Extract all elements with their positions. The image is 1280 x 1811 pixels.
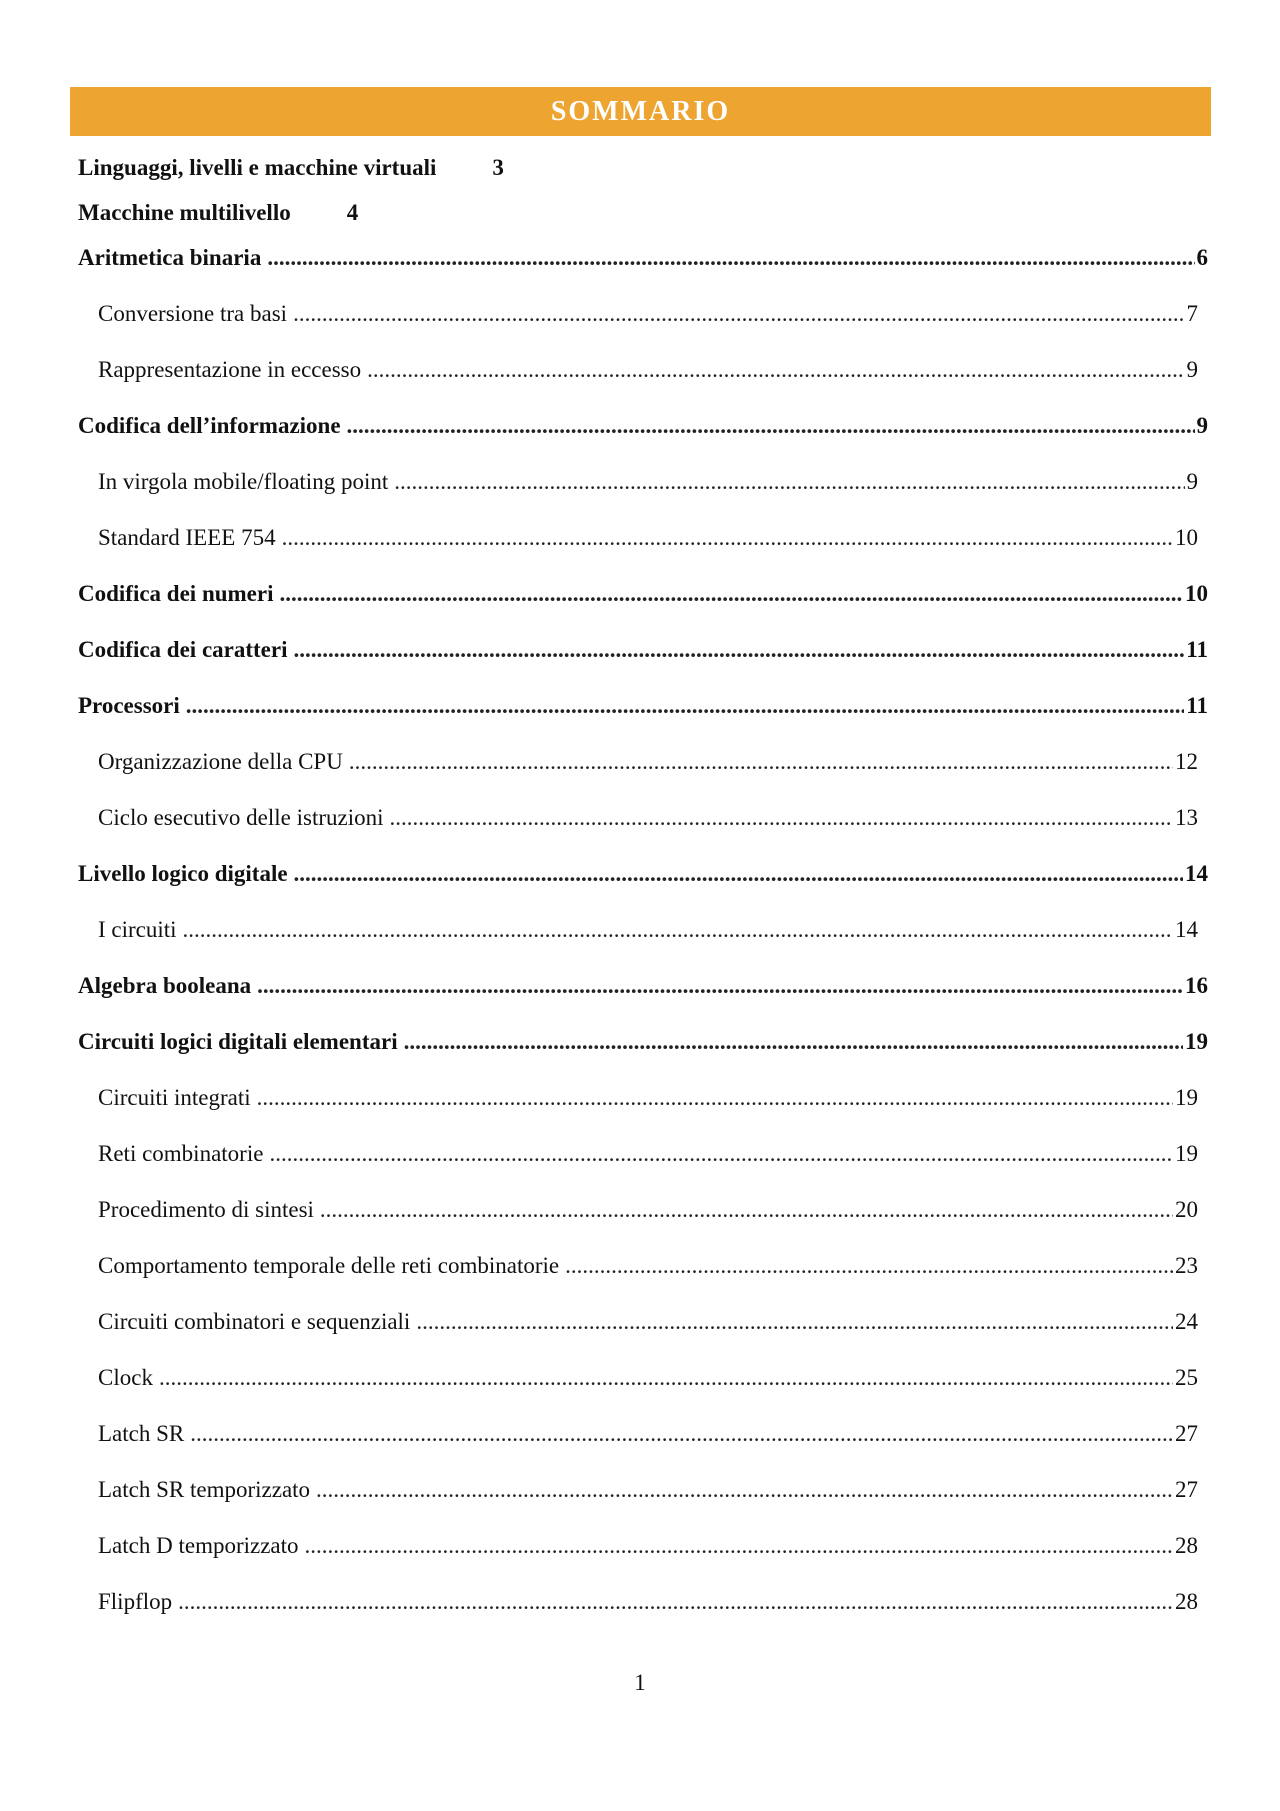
toc-dot-leader (394, 468, 1184, 496)
toc-page-number: 10 (1175, 525, 1198, 550)
toc-entry-label: Comportamento temporale delle reti combinatorie (98, 1253, 560, 1278)
toc-dot-leader (269, 1140, 1173, 1168)
toc-page-number: 12 (1175, 749, 1198, 774)
toc-entry[interactable] (78, 972, 1208, 1000)
toc-page-number: 23 (1175, 1253, 1198, 1278)
toc-page-number: 16 (1185, 973, 1208, 998)
toc-dot-leader (294, 860, 1183, 888)
toc-entry[interactable] (78, 199, 358, 227)
toc-entry-label: Aritmetica binaria (78, 245, 262, 270)
toc-page-number: 27 (1175, 1421, 1198, 1446)
toc-subentry[interactable] (78, 1196, 1198, 1224)
toc-entry-label: Latch SR temporizzato (98, 1477, 311, 1502)
toc-page-number: 11 (1186, 637, 1208, 662)
toc-entry-label: Algebra booleana (78, 973, 252, 998)
toc-entry-label: Organizzazione della CPU (98, 749, 343, 774)
toc-subentry[interactable] (78, 1308, 1198, 1336)
toc-entry[interactable] (78, 636, 1208, 664)
toc-entry-label: Codifica dell’informazione (78, 413, 341, 438)
toc-page-number: 19 (1175, 1085, 1198, 1110)
toc-entry[interactable] (78, 692, 1208, 720)
toc-dot-leader (390, 804, 1173, 832)
toc-subentry[interactable] (78, 524, 1198, 552)
toc-subentry[interactable] (78, 1084, 1198, 1112)
toc-page-number: 24 (1175, 1309, 1198, 1334)
toc-entry-label: Macchine multilivello (78, 200, 291, 225)
toc-dot-leader (316, 1476, 1173, 1504)
toc-entry-label: Latch SR (98, 1421, 185, 1446)
toc-subentry[interactable] (78, 916, 1198, 944)
toc-entry[interactable] (78, 580, 1208, 608)
toc-subentry[interactable] (78, 1140, 1198, 1168)
toc-dot-leader (178, 1588, 1173, 1616)
toc-page-number: 4 (346, 200, 359, 225)
toc-page-number: 25 (1175, 1365, 1198, 1390)
toc-dot-leader (320, 1196, 1173, 1224)
toc-dot-leader (183, 916, 1173, 944)
toc-entry-label: In virgola mobile/floating point (98, 469, 389, 494)
toc-entry-label: Livello logico digitale (78, 861, 288, 886)
page-number: 1 (634, 1670, 646, 1695)
toc-page-number: 9 (1186, 469, 1198, 494)
toc-subentry[interactable] (78, 1476, 1198, 1504)
toc-entry-label: Clock (98, 1365, 153, 1390)
toc-entry-label: Flipflop (98, 1589, 173, 1614)
toc-page-number: 28 (1175, 1589, 1198, 1614)
toc-page-number: 7 (1186, 301, 1198, 326)
toc-page-number: 20 (1175, 1197, 1198, 1222)
toc-entry-label: Rappresentazione in eccesso (98, 357, 362, 382)
toc-page-number: 6 (1196, 245, 1208, 270)
toc-dot-leader (186, 692, 1185, 720)
toc-subentry[interactable] (78, 748, 1198, 776)
toc-entry[interactable] (78, 860, 1208, 888)
toc-entry-label: Processori (78, 693, 180, 718)
toc-page-number: 14 (1185, 861, 1208, 886)
toc-entry-label: Standard IEEE 754 (98, 525, 276, 550)
toc-entry-label: I circuiti (98, 917, 177, 942)
toc-page-number: 11 (1186, 693, 1208, 718)
toc-subentry[interactable] (78, 356, 1198, 384)
toc-entry[interactable] (78, 244, 1208, 272)
toc-subentry[interactable] (78, 804, 1198, 832)
toc-subentry[interactable] (78, 1364, 1198, 1392)
toc-page-number: 14 (1175, 917, 1198, 942)
toc-page-number: 13 (1175, 805, 1198, 830)
toc-entry[interactable] (78, 154, 504, 182)
toc-entry[interactable] (78, 1028, 1208, 1056)
toc-entry-label: Latch D temporizzato (98, 1533, 299, 1558)
toc-page-number: 19 (1175, 1141, 1198, 1166)
toc-page-number: 28 (1175, 1533, 1198, 1558)
toc-dot-leader (159, 1364, 1173, 1392)
toc-dot-leader (267, 244, 1194, 272)
toc-dot-leader (293, 300, 1184, 328)
toc-dot-leader (257, 1084, 1173, 1112)
toc-entry-label: Linguaggi, livelli e macchine virtuali (78, 155, 437, 180)
toc-entry-label: Circuiti logici digitali elementari (78, 1029, 398, 1054)
toc-dot-leader (190, 1420, 1173, 1448)
toc-entry-label: Circuiti integrati (98, 1085, 251, 1110)
toc-dot-leader (404, 1028, 1183, 1056)
summary-header-bar (70, 87, 1211, 136)
toc-subentry[interactable] (78, 1420, 1198, 1448)
toc-dot-leader (347, 412, 1195, 440)
toc-entry[interactable] (78, 412, 1208, 440)
toc-entry-label: Ciclo esecutivo delle istruzioni (98, 805, 384, 830)
toc-dot-leader (305, 1532, 1173, 1560)
toc-dot-leader (416, 1308, 1173, 1336)
toc-entry-label: Reti combinatorie (98, 1141, 264, 1166)
toc-entry-label: Procedimento di sintesi (98, 1197, 314, 1222)
toc-subentry[interactable] (78, 1252, 1198, 1280)
toc-entry-label: Circuiti combinatori e sequenziali (98, 1309, 411, 1334)
toc-page-number: 3 (492, 155, 504, 180)
toc-page-number: 9 (1186, 357, 1198, 382)
toc-dot-leader (349, 748, 1173, 776)
toc-dot-leader (282, 524, 1173, 552)
toc-entry-label: Codifica dei caratteri (78, 637, 288, 662)
toc-dot-leader (293, 636, 1184, 664)
toc-dot-leader (257, 972, 1183, 1000)
toc-subentry[interactable] (78, 300, 1198, 328)
toc-page-number: 10 (1185, 581, 1208, 606)
toc-page-number: 27 (1175, 1477, 1198, 1502)
summary-title: SOMMARIO (550, 95, 731, 127)
toc-page-number: 9 (1196, 413, 1208, 438)
toc-dot-leader (565, 1252, 1173, 1280)
toc-subentry[interactable] (78, 468, 1198, 496)
toc-entry-label: Codifica dei numeri (78, 581, 274, 606)
toc-subentry[interactable] (78, 1588, 1198, 1616)
toc-dot-leader (367, 356, 1184, 384)
toc-subentry[interactable] (78, 1532, 1198, 1560)
toc-page-number: 19 (1185, 1029, 1208, 1054)
toc-dot-leader (280, 580, 1184, 608)
toc-entry-label: Conversione tra basi (98, 301, 288, 326)
